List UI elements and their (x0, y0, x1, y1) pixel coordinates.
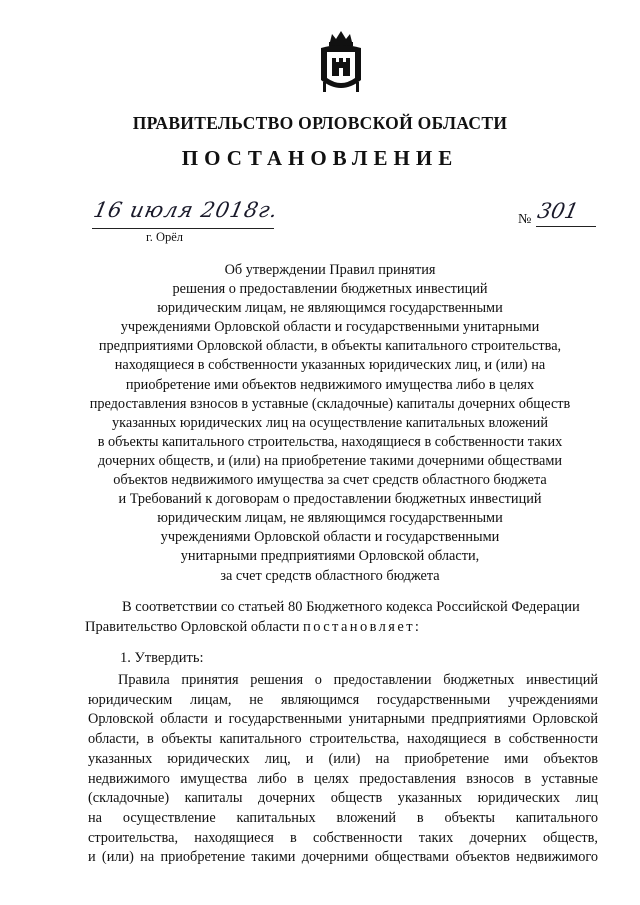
handwritten-number: 301 (535, 199, 581, 223)
title-line: Об утверждении Правил принятия (224, 262, 436, 278)
organization-title: ПРАВИТЕЛЬСТВО ОРЛОВСКОЙ ОБЛАСТИ (132, 113, 508, 133)
body-line: на осуществление капитальных вложений в объекты капитального (88, 809, 598, 826)
handwritten-date: 16 июля 2018г. (91, 198, 281, 222)
title-line: юридическим лицам, не являющимся государственными (157, 300, 503, 317)
document-type: ПОСТАНОВЛЕНИЕ (181, 146, 459, 170)
document-title (60, 261, 600, 586)
body-line: (складочные) капиталы дочерних обществ указанных юридических лиц (88, 790, 598, 807)
title-line: и Требований к договорам о предоставлении бюджетных инвестиций (118, 491, 542, 508)
title-line: объектов недвижимого имущества за счет средств областного бюджета (113, 472, 547, 489)
title-line: приобретение ими объектов недвижимого имущества либо в целях (125, 376, 535, 393)
title-line: учреждениями Орловской области и государственными унитарными (120, 319, 540, 336)
body-line: Правила принятия решения о предоставлении бюджетных инвестиций (118, 672, 598, 688)
title-line: за счет средств областного бюджета (220, 567, 440, 584)
title-line: дочерних обществ, и (или) на приобретение такими дочерними обществами (97, 452, 563, 469)
body-line: указанных юридических лиц, и (или) на приобретение ими объектов (88, 750, 598, 767)
item-1-heading: 1. Утвердить: (120, 650, 204, 666)
preamble-paragraph (85, 597, 600, 637)
title-line: учреждениями Орловской области и государственными (160, 529, 500, 546)
number-label: № (518, 212, 532, 227)
body-line: и (или) на приобретение такими дочерними обществами объектов недвижимого (88, 849, 598, 866)
title-line: находящиеся в собственности указанных юридических лиц, и (или) на (114, 357, 546, 374)
title-line: указанных юридических лиц на осуществление капитальных вложений (112, 414, 548, 431)
body-line: строительства, находящиеся в собственности таких дочерних обществ, (88, 829, 598, 846)
body-line: недвижимого имущества либо в целях предоставления взносов в уставные (88, 770, 598, 787)
preamble-line: В соответствии со статьей 80 Бюджетного кодекса Российской Федерации (122, 599, 580, 615)
title-line: юридическим лицам, не являющимся государственными (157, 510, 503, 527)
city-label: г. Орёл (146, 230, 184, 244)
coat-of-arms-icon (318, 28, 364, 98)
body-line: юридическим лицам, не являющимся государственными учреждениями (88, 691, 598, 708)
preamble-prefix: Правительство Орловской области (85, 619, 304, 635)
title-line: унитарными предприятиями Орловской области, (180, 548, 480, 565)
preamble-line (85, 617, 600, 637)
body-line: области, в объекты капитального строительства, находящиеся в собственности (88, 731, 598, 748)
title-line: предоставления взносов в уставные (складочные) капиталы дочерних обществ (89, 395, 571, 412)
title-line: предприятиями Орловской области, в объекты капитального строительства, (98, 338, 562, 355)
preamble-resolves: постановляет: (303, 619, 422, 635)
title-line: решения о предоставлении бюджетных инвестиций (172, 281, 488, 298)
body-paragraph (88, 671, 598, 868)
title-line: в объекты капитального строительства, находящиеся в собственности таких (97, 433, 563, 450)
body-line: Орловской области и государственными унитарными предприятиями Орловской (88, 711, 598, 728)
